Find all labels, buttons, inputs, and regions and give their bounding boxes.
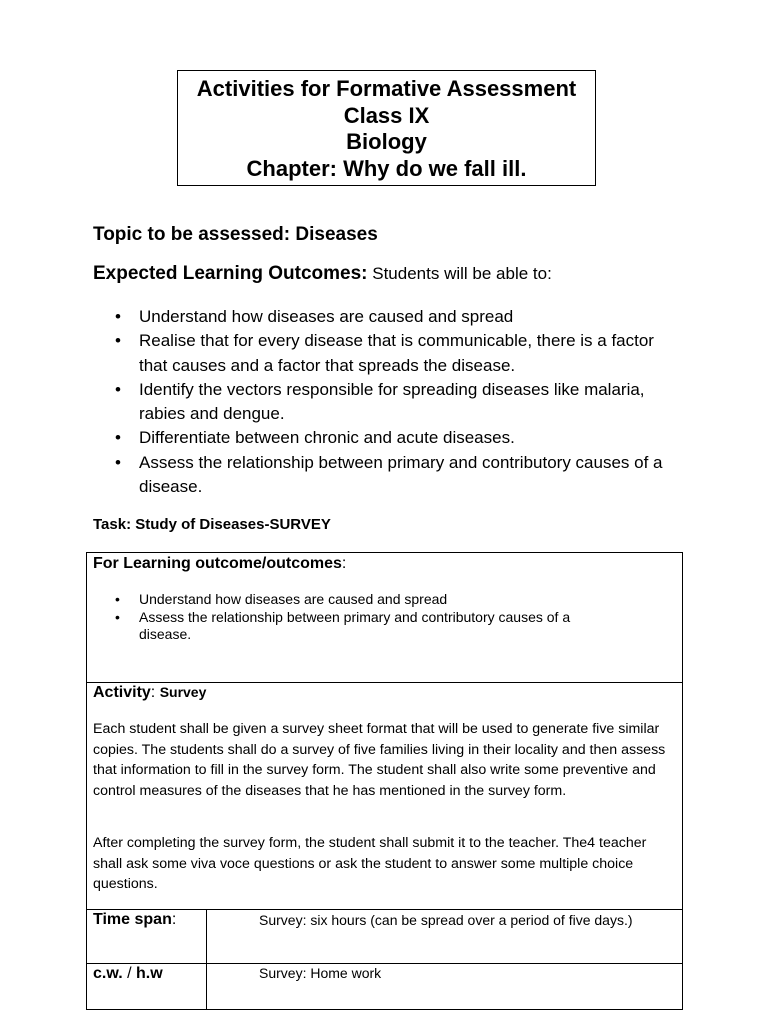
expected-outcomes-rest: Students will be able to: [367, 264, 552, 283]
activity-table [86, 552, 683, 1010]
expected-outcomes-lead: Expected Learning Outcomes: [93, 263, 368, 284]
activity-paragraph-1: Each student shall be given a survey sheet format that will be used to generate five similar copies. The students shall do a survey of five families living in their locality and then assess that information to fill in the survey form. The student shall also write some preventive and control measures of the diseases that he has mentioned in the survey form. [93, 721, 666, 799]
title-line-1: Activities for Formative Assessment [196, 76, 577, 101]
list-item: • Understand how diseases are caused and spread [93, 305, 673, 329]
table-divider [87, 682, 682, 683]
list-item: • Identify the vectors responsible for spreading diseases like malaria, rabies and dengue. [93, 378, 673, 427]
activity-paragraph-2: After completing the survey form, the student shall submit it to the teacher. The4 teacher shall ask some viva voce questions or ask the student to answer some multiple choice questions. [93, 835, 647, 892]
learning-outcome-colon: : [341, 555, 347, 572]
cw-label: c.w. [93, 965, 123, 982]
list-item: • Assess the relationship between primary and contributory causes of a disease. [93, 609, 613, 644]
time-span-label-text: Time span [93, 911, 172, 928]
cw-hw-label [93, 965, 163, 983]
title-line-4: Chapter: Why do we fall ill. [246, 155, 527, 181]
expected-outcomes-heading [93, 263, 552, 285]
activity-value: Survey [159, 684, 207, 700]
activity-label: Activity [93, 684, 151, 701]
list-item: • Differentiate between chronic and acute diseases. [93, 426, 673, 450]
topic-heading: Topic to be assessed: Diseases [93, 224, 378, 245]
activity-header [93, 684, 206, 702]
title-line-2: Class IX [343, 102, 430, 128]
list-item: • Realise that for every disease that is communicable, there is a factor that causes and a factor that spreads the disease. [93, 329, 673, 378]
time-span-colon: : [171, 911, 177, 928]
cw-hw-value: Survey: Home work [259, 965, 382, 981]
table-column-divider [206, 909, 207, 1010]
hw-label: h.w [135, 965, 163, 982]
learning-outcome-header [93, 555, 346, 573]
activity-colon: : [150, 684, 160, 701]
task-heading: Task: Study of Diseases-SURVEY [93, 516, 331, 533]
list-item: • Understand how diseases are caused and spread [93, 591, 613, 609]
time-span-label [93, 911, 176, 929]
title-line-3: Biology [346, 129, 427, 154]
time-span-value: Survey: six hours (can be spread over a period of five days.) [259, 912, 633, 928]
outcomes-list [93, 305, 673, 499]
learning-outcome-label: For Learning outcome/outcomes [93, 555, 342, 572]
list-item: • Assess the relationship between primary and contributory causes of a disease. [93, 451, 673, 500]
title-box [177, 70, 596, 186]
learning-outcome-list [93, 591, 613, 644]
cw-separator: / [122, 965, 136, 982]
